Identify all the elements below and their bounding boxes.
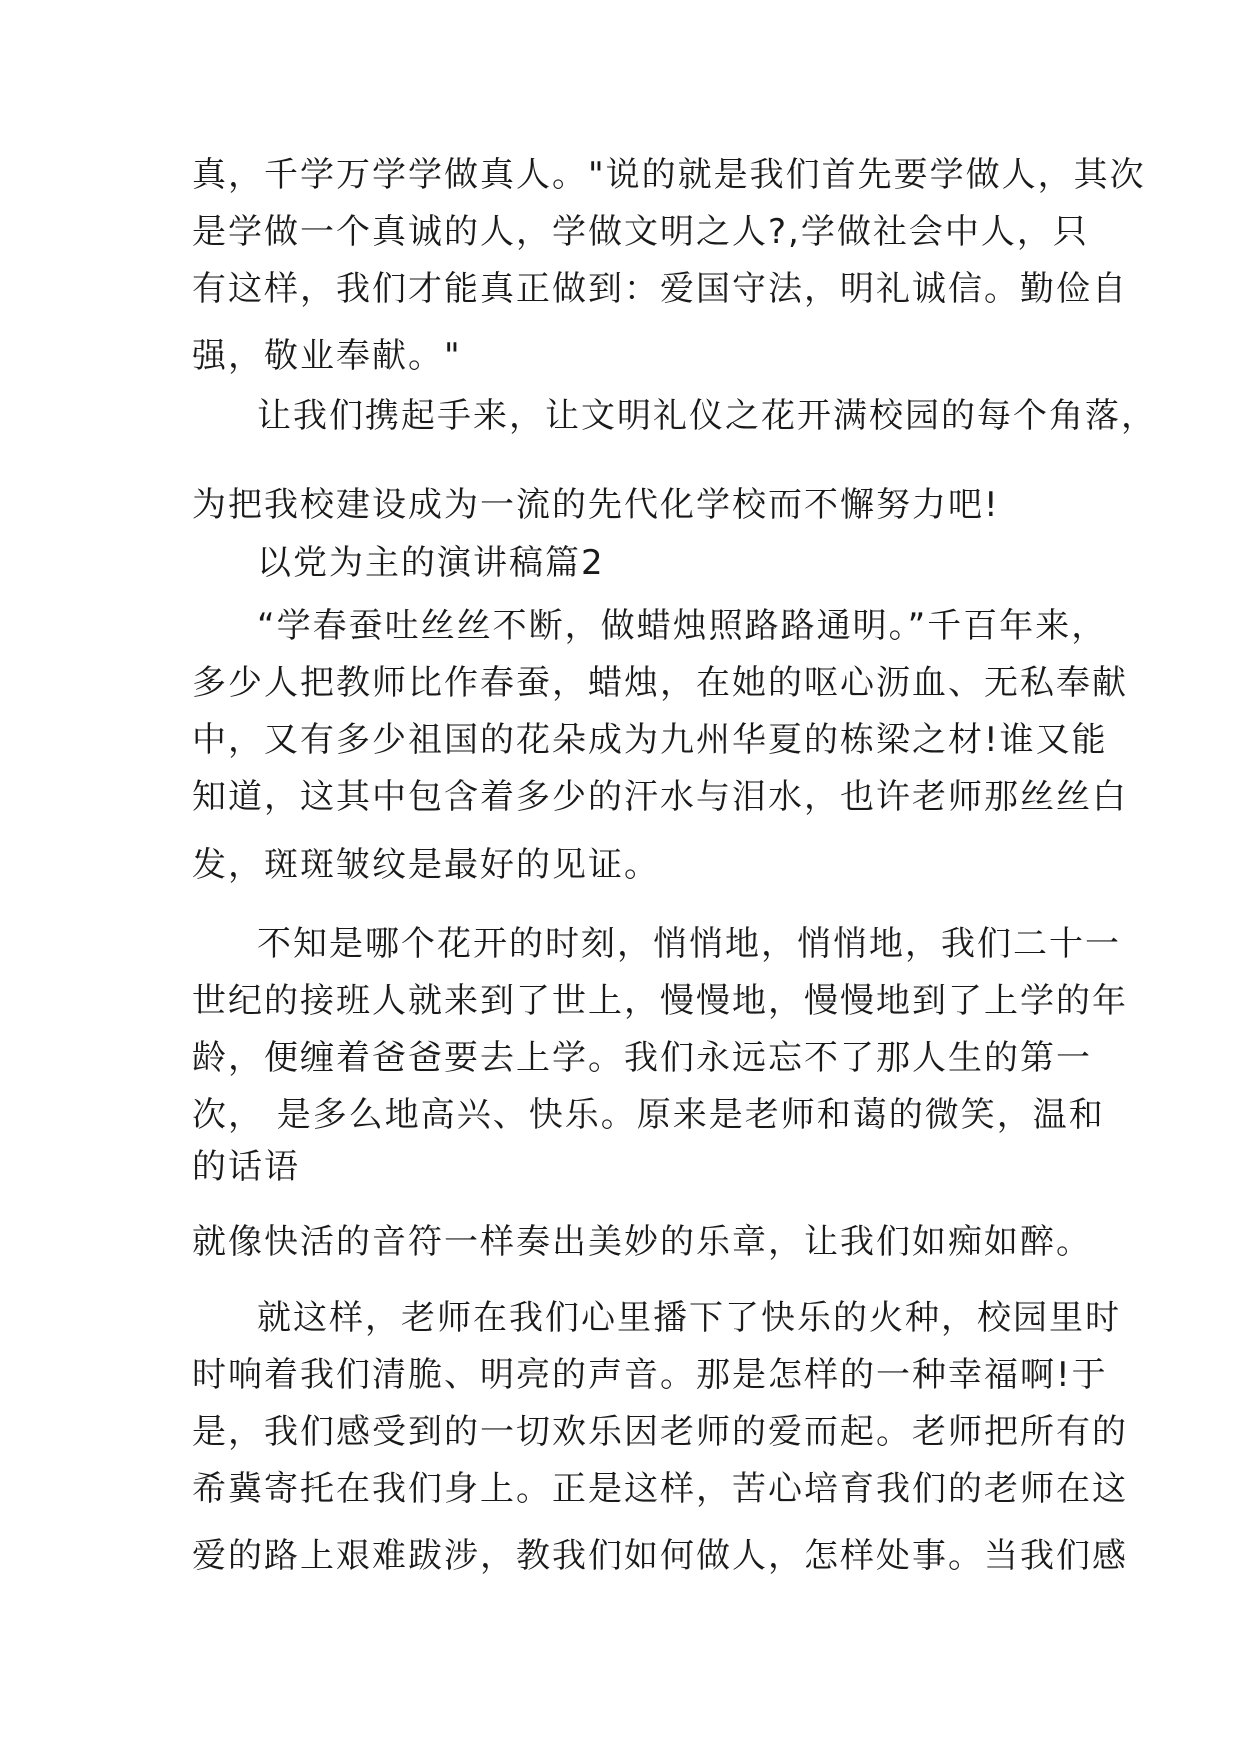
- text-line: 有这样，我们才能真正做到：爱国守法，明礼诚信。勤俭自: [192, 269, 1128, 309]
- paragraph-first-line: “学春蚕吐丝丝不断，做蜡烛照路路通明。”千百年来，: [257, 606, 1108, 646]
- text-line: 世纪的接班人就来到了世上，慢慢地，慢慢地到了上学的年: [192, 981, 1128, 1021]
- paragraph-first-line: 不知是哪个花开的时刻，悄悄地，悄悄地，我们二十一: [257, 924, 1121, 964]
- text-line: 多少人把教师比作春蚕，蜡烛，在她的呕心沥血、无私奉献: [192, 663, 1128, 703]
- text-line: 强，敬业奉献。": [192, 336, 462, 376]
- text-line: 为把我校建设成为一流的先代化学校而不懈努力吧!: [192, 485, 1000, 525]
- section-heading: 以党为主的演讲稿篇2: [257, 543, 605, 583]
- text-line: 龄，便缠着爸爸要去上学。我们永远忘不了那人生的第一: [192, 1038, 1092, 1078]
- text-line: 希冀寄托在我们身上。正是这样，苦心培育我们的老师在这: [192, 1469, 1128, 1509]
- text-line: 真，千学万学学做真人。"说的就是我们首先要学做人，其次: [192, 155, 1146, 195]
- text-line: 是学做一个真诚的人，学做文明之人?,学做社会中人，只: [192, 212, 1089, 252]
- text-line: 时响着我们清脆、明亮的声音。那是怎样的一种幸福啊!于: [192, 1355, 1108, 1395]
- text-line: 是，我们感受到的一切欢乐因老师的爱而起。老师把所有的: [192, 1412, 1128, 1452]
- text-line: 中，又有多少祖国的花朵成为九州华夏的栋梁之材!谁又能: [192, 720, 1108, 760]
- text-line: 就像快活的音符一样奏出美妙的乐章，让我们如痴如醉。: [192, 1222, 1092, 1262]
- text-line: 知道，这其中包含着多少的汗水与泪水，也许老师那丝丝白: [192, 777, 1128, 817]
- text-line: 发，斑斑皱纹是最好的见证。: [192, 845, 660, 885]
- text-line: 次， 是多么地高兴、快乐。原来是老师和蔼的微笑，温和: [192, 1095, 1105, 1135]
- paragraph-first-line: 就这样，老师在我们心里播下了快乐的火种，校园里时: [257, 1298, 1121, 1338]
- text-line: 爱的路上艰难跋涉，教我们如何做人，怎样处事。当我们感: [192, 1536, 1128, 1576]
- paragraph-first-line: 让我们携起手来，让文明礼仪之花开满校园的每个角落，: [257, 396, 1157, 436]
- text-line: 的话语: [192, 1147, 300, 1187]
